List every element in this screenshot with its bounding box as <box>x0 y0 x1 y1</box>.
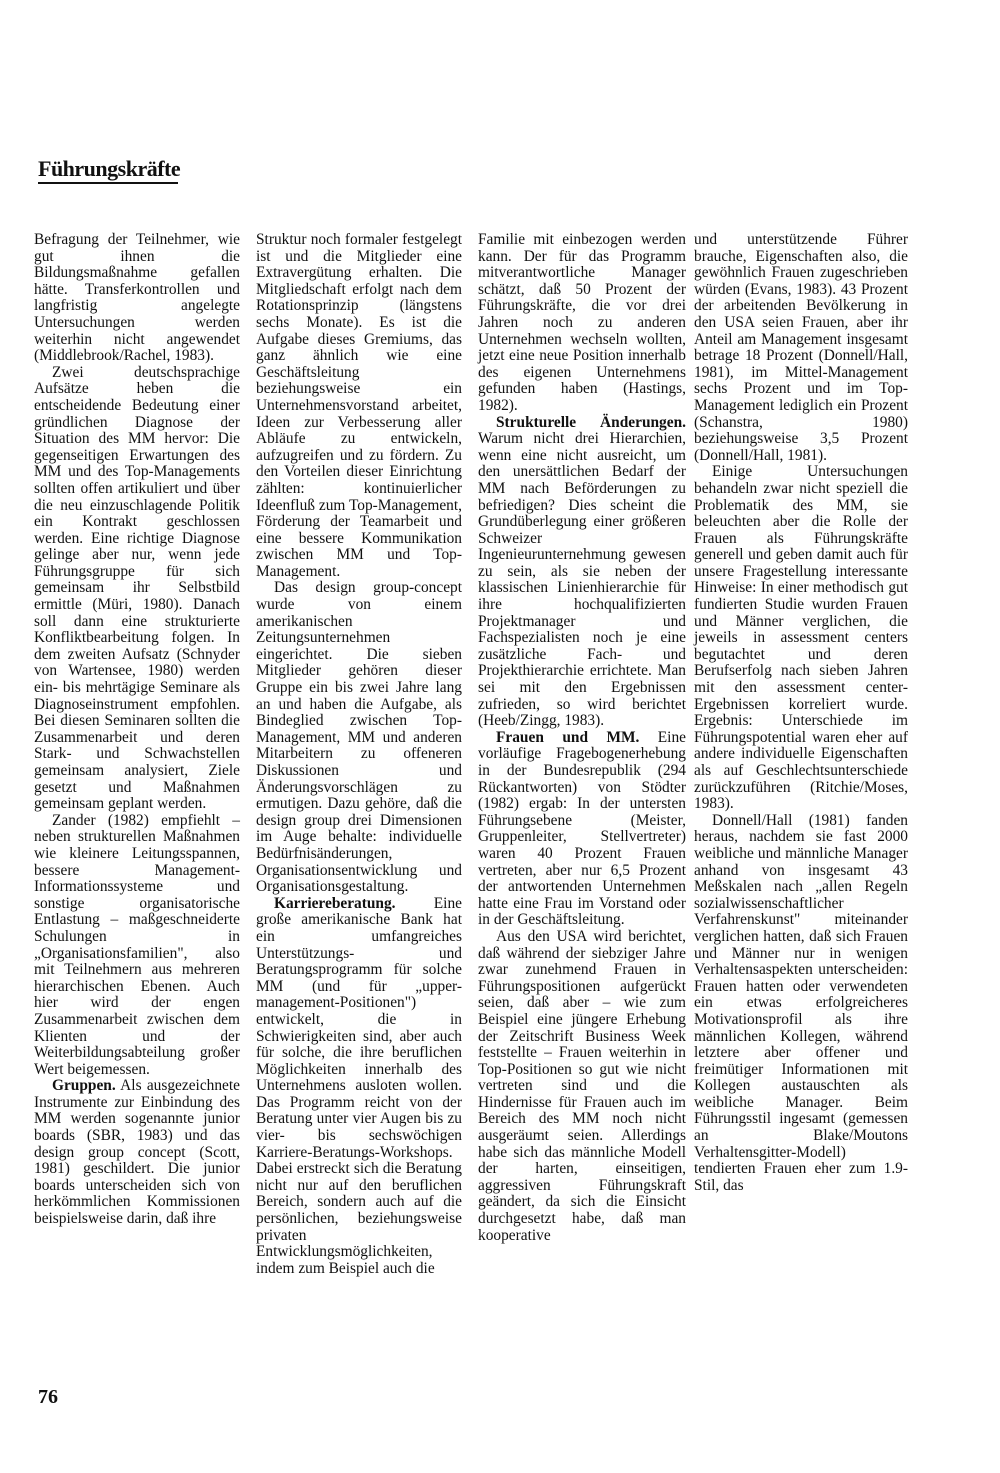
run-in-heading: Strukturelle Änderungen. <box>496 413 686 431</box>
run-in-heading: Frauen und MM. <box>496 728 640 746</box>
paragraph: Strukturelle Änderungen. Warum nicht drei Hierarchien, wenn eine nicht ausreicht, um den unersättlichen Bedarf der MM nach Beförderungen zu befriedigen? Dies scheint die Grundüberlegung einer größeren Schweizer Ingenieurunternehmung gewesen zu sein, als sie neben der klassischen Linienhierarchie für ihre hochqualifizierten Projektmanager und Fachspezialisten noch je eine zusätzliche Fach- und Projekthierarchie errichtete. Man sei mit den Ergebnissen zufrieden, so wird berichtet (Heeb/Zingg, 1983). <box>478 413 686 730</box>
section-header <box>38 156 180 182</box>
text-column-2 <box>256 232 462 1277</box>
paragraph: Karriereberatung. Eine große amerikanische Bank hat ein umfangreiches Unterstützungs- und Beratungsprogramm für solche MM (und für „upper-management-Positionen") entwickelt, die in Schwierigkeiten sind, aber auch für solche, die ihre beruflichen Möglichkeiten innerhalb des Unternehmens ausloten wollen. Das Programm reicht von der Beratung unter vier Augen bis zu vier- bis sechswöchigen Karriere-Beratungs-Workshops. Dabei erstreckt sich die Beratung nicht nur auf den beruflichen Bereich, sondern auch auf die persönlichen, beziehungsweise privaten Entwicklungsmöglichkeiten, indem zum Beispiel auch die <box>256 894 462 1277</box>
paragraph: Frauen und MM. Eine vorläufige Fragebogenerhebung in der Bundesrepublik (294 Rückantworten) von Stödter (1982) ergab: In der untersten Führungsebene (Meister, Gruppenleiter, Stellvertreter) waren 40 Prozent Frauen vertreten, aber nur 6,5 Prozent der antwortenden Unternehmen hatte eine Frau im Vorstand oder in der Geschäftsleitung. <box>478 728 686 929</box>
page-number: 76 <box>38 1386 58 1408</box>
paragraph: Struktur noch formaler festgelegt ist und die Mitglieder eine Extravergütung erhalten. Die Mitgliedschaft erfolgt nach dem Rotationsprinzip (längstens sechs Monate). Es ist die Aufgabe dieses Gremiums, das ganz ähnlich wie eine Geschäftsleitung beziehungsweise ein Unternehmensvorstand arbeitet, Ideen zur Verbesserung aller Abläufe zu entwickeln, aufzugreifen und zu fördern. Zu den Vorteilen dieser Einrichtung zählten: kontinuierlicher Ideenfluß zum Top-Management, Förderung der Teamarbeit und eine bessere Kommunikation zwischen MM und Top-Management. <box>256 231 462 580</box>
paragraph: Einige Untersuchungen behandeln zwar nicht speziell die Problematik des MM, sie beleuchten aber die Rolle der Frauen als Führungskräfte generell und geben damit auch für unsere Fragestellung interessante Hinweise: In einer methodisch gut fundierten Studie wurden Frauen und Männer verglichen, die jeweils in assessment centers begutachtet und deren Berufserfolg nach sieben Jahren mit den assessment center-Ergebnissen korreliert wurde. Ergebnis: Unterschiede im Führungspotential waren eher auf andere individuelle Eigenschaften als auf Geschlechtsunterschiede zurückzuführen (Ritchie/Moses, 1983). <box>694 463 908 813</box>
text-column-3 <box>478 232 686 1244</box>
paragraph: Gruppen. Als ausgezeichnete Instrumente zur Einbindung des MM werden sogenannte junior boards (SBR, 1983) und das design group concept (Scott, 1981) geschildert. Die junior boards unterscheiden sich von herkömmlichen Kommissionen beispielsweise darin, daß ihre <box>34 1077 240 1228</box>
text-column-4 <box>694 232 908 1194</box>
run-in-heading: Gruppen. <box>52 1077 116 1095</box>
paragraph: Donnell/Hall (1981) fanden heraus, nachdem sie fast 2000 weibliche und männliche Manager anhand von insgesamt 43 Meßskalen nach „allen Regeln sozialwissenschaftlicher Verfahrenskunst" miteinander verglichen hatten, daß sich Frauen und Männer nur in wenigen Verhaltensaspekten unterscheiden: Frauen hatten oder verwendeten ein etwas erfolgreicheres Motivationsprofil als ihre männlichen Kollegen, während letztere aber offener und freimütiger Informationen mit Kollegen austauschten als weibliche Manager. Beim Führungsstil ingesamt (gemessen an Blake/Moutons Verhaltensgitter-Modell) tendierten Frauen eher zum 1.9-Stil, das <box>694 811 908 1194</box>
paragraph: Aus den USA wird berichtet, daß während der siebziger Jahre zwar zunehmend Frauen in Führungspositionen aufgerückt seien, daß aber – wie zum Beispiel eine jüngere Erhebung der Zeitschrift Business Week feststellte – Frauen weiterhin in Top-Positionen so gut wie nicht vertreten sind und die Hindernisse für Frauen auch im Bereich des MM noch nicht ausgeräumt seien. Allerdings habe sich das männliche Modell der harten, einseitigen, aggressiven Führungskraft geändert, da sich die Einsicht durchgesetzt habe, daß man kooperative <box>478 927 686 1244</box>
paragraph: Familie mit einbezogen werden kann. Der für das Programm mitverantwortliche Manager schätzt, daß 50 Prozent der Führungskräfte, die vor drei Jahren noch zu anderen Unternehmen wechseln wollten, jetzt eine neue Position innerhalb des eigenen Unternehmens gefunden haben (Hastings, 1982). <box>478 231 686 414</box>
paragraph: Befragung der Teilnehmer, wie gut ihnen die Bildungsmaßnahme gefallen hätte. Transferkontrollen und langfristig angelegte Untersuchungen werden weiterhin nicht angewendet (Middlebrook/Rachel, 1983). <box>34 231 240 365</box>
text-column-1 <box>34 232 240 1228</box>
header-rule <box>38 182 178 184</box>
paragraph: Zander (1982) empfiehlt – neben strukturellen Maßnahmen wie kleinere Leitungsspannen, bessere Management-Informationssysteme und sonstige organisatorische Entlastung – maßgeschneiderte Schulungen in „Organisationsfamilien", also mit Teilnehmern aus mehreren hierarchischen Ebenen. Auch hier wird der engen Zusammenarbeit zwischen dem Klienten und der Weiterbildungsabteilung großer Wert beigemessen. <box>34 811 240 1078</box>
section-title: Führungskräfte <box>38 156 181 181</box>
paragraph: Das design group-concept wurde von einem amerikanischen Zeitungsunternehmen eingerichtet. Die sieben Mitglieder gehören dieser Gruppe ein bis zwei Jahre lang an und haben die Aufgabe, als Bindeglied zwischen Top-Management, MM und anderen Mitarbeitern zu offeneren Diskussionen und Änderungsvorschlägen zu ermutigen. Dazu gehöre, daß die design group drei Dimensionen im Auge behalte: individuelle Bedürfnisänderungen, Organisationsentwicklung und Organisationsgestaltung. <box>256 579 462 896</box>
run-in-heading: Karriereberatung. <box>274 894 396 912</box>
paragraph: Zwei deutschsprachige Aufsätze heben die entscheidende Bedeutung einer gründlichen Diagnose der Situation des MM hervor: Die gegenseitigen Erwartungen des MM und des Top-Managements sollten offen artikuliert und über die neu einzuschlagende Politik ein Kontrakt geschlossen werden. Eine richtige Diagnose gelinge aber nur, wenn jede Führungsgruppe für sich gemeinsam ihr Selbstbild ermittle (Müri, 1980). Danach soll dann eine strukturierte Konfliktbearbeitung folgen. In dem zweiten Aufsatz (Schnyder von Wartensee, 1980) werden ein- bis mehrtägige Seminare als Diagnoseinstrument empfohlen. Bei diesen Seminaren sollten die Zusammenarbeit und deren Stark- und Schwachstellen gemeinsam analysiert, Ziele gesetzt und Maßnahmen gemeinsam geplant werden. <box>34 363 240 813</box>
paragraph: und unterstützende Führer brauche, Eigenschaften also, die gewöhnlich Frauen zugeschrieben würden (Evans, 1983). 43 Prozent der arbeitenden Bevölkerung in den USA seien Frauen, aber ihr Anteil am Management insgesamt betrage 18 Prozent (Donnell/Hall, 1981), im Mittel-Management sechs Prozent und im Top-Management lediglich ein Prozent (Schanstra, 1980) beziehungsweise 3,5 Prozent (Donnell/Hall, 1981). <box>694 231 908 464</box>
